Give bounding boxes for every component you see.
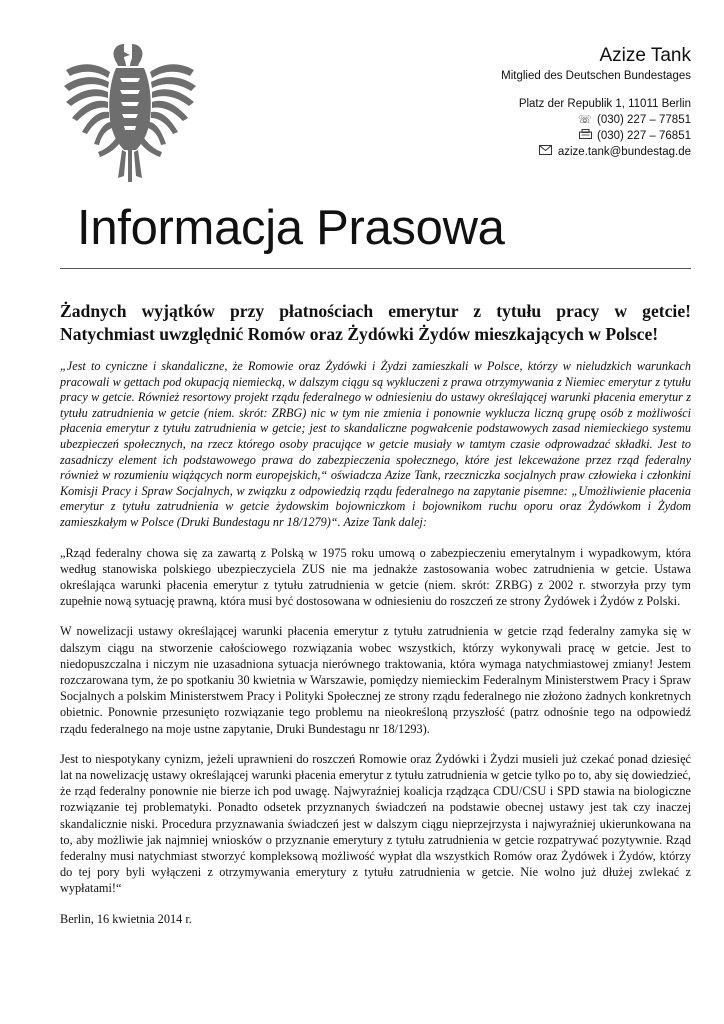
body-paragraph-3: Jest to niespotykany cynizm, jeżeli uprawnieni do roszczeń Romowie oraz Żydówki i Żydzi musieli już czekać ponad dziesięć lat na nowelizację ustawy określającej warunki płacenia emerytur z tytułu zatrudnienia w getcie tylko po to, aby się dowiedzieć, że rząd federalny ponownie nie bierze ich pod uwagę. Najwyraźniej koalicja rządząca CDU/CSU i SPD stawia na biologiczne rozwiązanie tej problematyki. Ponadto odsetek przyznanych świadczeń na podstawie obecnej ustawy jest tak czy inaczej skandalicznie niski. Procedura przyznawania świadczeń jest w dalszym ciągu nieprzejrzysta i najwyraźniej ukierunkowana na to, aby możliwie jak najmniej wniosków o przyznanie emerytury z tytułu zatrudnienia w getcie rozpatrywać pozytywnie. Rząd federalny musi natychmiast stworzyć kompleksową możliwość wypłat dla wszystkich Romów oraz Żydówek i Żydów, którzy do tej pory byli wyłączeni z otrzymywania emerytury z tytułu zatrudnienia w getcie. Nie wolno już dłużej zwlekać z wypłatami!“ <box>60 751 691 896</box>
dateline: Berlin, 16 kwietnia 2014 r. <box>60 911 192 926</box>
letterhead <box>501 44 691 160</box>
press-release-title: Informacja Prasowa <box>77 201 505 255</box>
email-line <box>501 144 691 160</box>
body-paragraph-2: W nowelizacji ustawy określającej warunki płacenia emerytur z tytułu zatrudnienia w getcie rząd federalny zamyka się w dalszym ciągu na stworzenie całościowego rozwiązania wobec wszystkich, którzy wykonywali pracę w getcie. Jest to niedopuszczalna i niczym nie uzasadniona sytuacja nierównego traktowania, która wymaga natychmiastowej zmiany! Jestem rozczarowana tym, że po spotkaniu 30 kwietnia w Warszawie, pomiędzy niemieckim Federalnym Ministerstwem Pracy i Spraw Socjalnych a polskim Ministerstwem Pracy i Polityki Społecznej ze strony rządu federalnego nie złożono żadnych konkretnych obietnic. Ponownie przesunięto rozwiązanie tego problemu na nieokreśloną przyszłość (patrz odnośnie tego na odpowiedź rządu federalnego na moje ustne zapytanie, Druki Bundestagu nr 18/1293). <box>60 624 691 736</box>
bundestag-eagle-logo <box>60 38 200 188</box>
fax-icon <box>577 128 593 144</box>
phone-icon: ☏ <box>578 114 592 126</box>
fax-line <box>501 128 691 144</box>
quote-paragraph: „Jest to cyniczne i skandaliczne, że Romowie oraz Żydówki i Żydzi zamieszkali w Polsce, którzy w nieludzkich warunkach pracowali w gettach pod okupacją niemiecką, w dalszym ciągu są wykluczeni z prawa otrzymywania z Niemiec emerytur z tytułu pracy w getcie. Również resortowy projekt rządu federalnego w odniesieniu do ustawy określającej warunki płacenia emerytur z tytułu zatrudnienia w getcie (niem. skrót: ZRBG) nic w tym nie zmienia i ponownie wyklucza liczną grupę osób z możliwości płacenia emerytur z tytułu zatrudnienia w getcie; jest to skandaliczne pogwałcenie podstawowych zasad niemieckiego systemu ubezpieczeń społecznych, na rzecz którego osoby pracujące w getcie musiały w tamtym czasie odprowadzać składki. Jest to zasadniczy element ich podstawowego prawa do zabezpieczenia społecznego, które jest lekceważone przez rząd federalny również w rozumieniu wiążących norm europejskich,“ oświadcza Azize Tank, rzeczniczka socjalnych praw człowieka i członkini Komisji Pracy i Spraw Socjalnych, w związku z odpowiedzią rządu federalnego na zapytanie pisemne: „Umożliwienie płacenia emerytur z tytułu zatrudnienia w getcie żydowskim bojowniczkom i bojownikom ruchu oporu oraz Żydówkom i Żydom zamieszkałym w Polsce (Druki Bundestagu nr 18/1279)“. Azize Tank dalej: <box>60 359 691 529</box>
title-divider <box>60 268 691 269</box>
sender-name: Azize Tank <box>599 45 691 66</box>
phone-line <box>501 112 691 128</box>
body-paragraph-1: „Rząd federalny chowa się za zawartą z Polską w 1975 roku umową o zabezpieczeniu emerytalnym i wypadkowym, która według stanowiska polskiego ubezpieczyciela ZUS nie ma jednakże zastosowania wobec zatrudnienia w getcie. Ustawa określająca warunki płacenia emerytur z tytułu zatrudnienia w getcie (niem. skrót: ZRBG) z 2002 r. stworzyła przy tym zupełnie nową sytuację prawną, która musi być dostosowana w odniesieniu do roszczeń ze strony Żydówek i Żydów z Polski. <box>60 545 691 609</box>
fax-number: (030) 227 – 76851 <box>597 130 691 142</box>
phone-number: (030) 227 – 77851 <box>597 114 691 126</box>
email-address[interactable]: azize.tank@bundestag.de <box>557 146 691 158</box>
headline: Żadnych wyjątków przy płatnościach emerytur z tytułu pracy w getcie! Natychmiast uwzględnić Romów oraz Żydówki Żydów mieszkających w Polsce! <box>60 301 691 344</box>
address-line <box>501 96 691 112</box>
sender-role: Mitglied des Deutschen Bundestages <box>501 70 691 82</box>
email-icon <box>538 144 554 160</box>
address-text: Platz der Republik 1, 11011 Berlin <box>518 98 691 110</box>
press-release-body <box>60 300 691 927</box>
